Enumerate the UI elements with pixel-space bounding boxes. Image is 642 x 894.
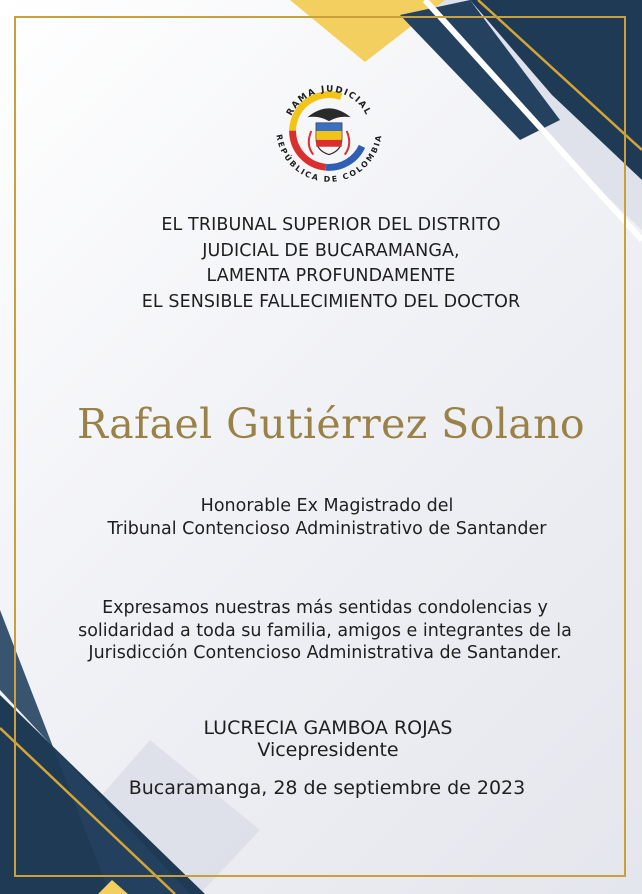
coat-of-arms-icon — [307, 108, 350, 154]
condolences-message — [0, 597, 642, 665]
signer-title: Vicepresidente — [257, 739, 399, 761]
condolences-line-1: Expresamos nuestras más sentidas condolencias y — [102, 598, 548, 618]
heading-line-2: JUDICIAL DE BUCARAMANGA, — [202, 240, 460, 261]
heading-line-1: EL TRIBUNAL SUPERIOR DEL DISTRITO — [161, 215, 501, 235]
condolences-line-3: Jurisdicción Contencioso Administrativa de Santander. — [88, 643, 562, 663]
condolences-line-2: solidaridad a toda su familia, amigos e integrantes de la — [78, 620, 572, 641]
role-line-1: Honorable Ex Magistrado del — [200, 496, 454, 516]
role-line-2: Tribunal Contencioso Administrativo de Santander — [107, 519, 547, 539]
heading-line-4: EL SENSIBLE FALLECIMIENTO DEL DOCTOR — [141, 291, 521, 312]
signature-block — [0, 717, 642, 761]
deceased-name: Rafael Gutiérrez Solano — [76, 400, 585, 448]
rama-judicial-seal — [270, 72, 388, 190]
announcement-heading — [0, 213, 642, 315]
deceased-role — [0, 495, 642, 541]
place-and-date: Bucaramanga, 28 de septiembre de 2023 — [128, 777, 526, 799]
seal-bottom-text: REPÚBLICA DE COLOMBIA — [274, 133, 384, 184]
seal-top-text: RAMA JUDICIAL — [284, 84, 374, 118]
signer-name: LUCRECIA GAMBOA ROJAS — [203, 717, 453, 739]
heading-line-3: LAMENTA PROFUNDAMENTE — [206, 266, 456, 286]
